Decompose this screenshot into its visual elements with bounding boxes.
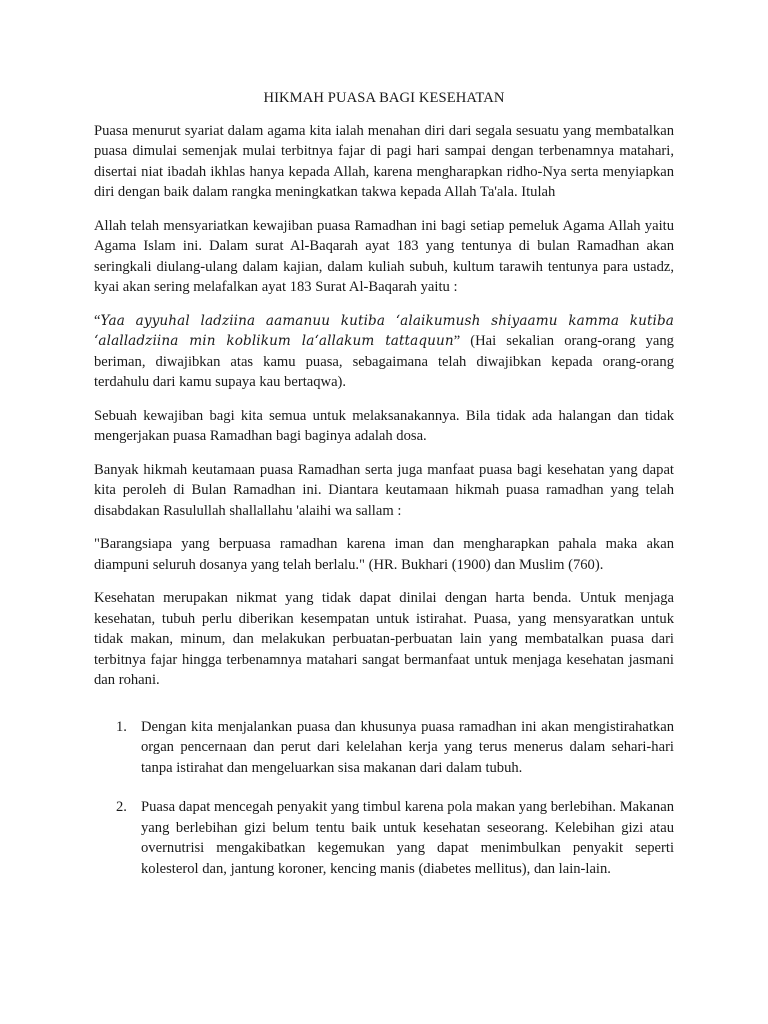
paragraph-health: Kesehatan merupakan nikmat yang tidak dapat dinilai dengan harta benda. Untuk menjaga kesehatan, tubuh perlu diberikan kesempatan untuk istirahat. Puasa, yang mensyaratkan untuk tidak makan, minum, dan melakukan perbuatan-perbuatan lain yang membatalkan puasa dari terbitnya fajar hingga terbenamnya matahari sangat bermanfaat untuk menjaga kesehatan jasmani dan rohani. [94,590,674,688]
verse-transliteration: Yaa ayyuhal ladziina aamanuu kutiba ‘alaikumush shiyaamu kamma kutiba ‘alalladziina min koblikum la‘allakum tattaquun [94,312,674,349]
list-item-number: 2. [116,799,127,815]
list-item-number: 1. [116,718,127,735]
list-item [94,717,674,779]
paragraph-obligation: Allah telah mensyariatkan kewajiban puasa Ramadhan ini bagi setiap pemeluk Agama Allah yaitu Agama Islam ini. Dalam surat Al-Baqarah ayat 183 yang tentunya di bulan Ramadhan akan seringkali diulang-ulang dalam kajian, dalam kuliah subuh, kultum tarawih tentunya para ustadz, kyai akan sering melafalkan ayat 183 Surat Al-Baqarah yaitu : [94,217,674,295]
list-item-text: Puasa dapat mencegah penyakit yang timbul karena pola makan yang berlebihan. Makanan yang berlebihan gizi belum tentu baik untuk kesehatan seseorang. Kelebihan gizi atau overnutrisi mengakibatkan kegemukan yang dapat menimbulkan penyakit seperti kolesterol dan, jantung koroner, kencing manis (diabetes mellitus), dan lain-lain. [141,799,674,877]
quote-open-mark: “ [94,312,101,329]
list-item-text: Dengan kita menjalankan puasa dan khusunya puasa ramadhan ini akan mengistirahatkan organ pencernaan dan perut dari kelelahan kerja yang terus menerus dalam sehari-hari tanpa istirahat dan mengeluarkan sisa makanan dari dalam tubuh. [141,718,674,776]
verse-translation: (Hai sekalian orang-orang yang beriman, diwajibkan atas kamu puasa, sebagaimana telah diwajibkan kepada orang-orang terdahulu dari kamu supaya kau bertaqwa). [94,333,674,390]
paragraph-wisdom: Banyak hikmah keutamaan puasa Ramadhan serta juga manfaat puasa bagi kesehatan yang dapat kita peroleh di Bulan Ramadhan ini. Diantara keutamaan hikmah puasa ramadhan yang telah disabdakan Rasulullah shallallahu 'alaihi wa sallam : [94,461,674,519]
paragraph-definition: Puasa menurut syariat dalam agama kita ialah menahan diri dari segala sesuatu yang membatalkan puasa dimulai semenjak mulai terbitnya fajar di pagi hari sampai dengan terbenamnya matahari, disertai niat ibadah ikhlas hanya kepada Allah, karena mengharapkan ridho-Nya serta menyiapkan diri dengan baik dalam rangka meningkatkan takwa kepada Allah Ta'ala. Itulah [94,122,674,200]
paragraph-verse-quote [94,311,674,393]
paragraph-duty: Sebuah kewajiban bagi kita semua untuk melaksanakannya. Bila tidak ada halangan dan tidak mengerjakan puasa Ramadhan bagi baginya adalah dosa. [94,407,674,444]
document-title: HIKMAH PUASA BAGI KESEHATAN [263,90,505,106]
paragraph-hadith: "Barangsiapa yang berpuasa ramadhan karena iman dan mengharapkan pahala maka akan diampuni seluruh dosanya yang telah berlalu." (HR. Bukhari (1900) dan Muslim (760). [94,536,674,573]
benefits-list [94,717,674,880]
quote-close-mark: ” [453,333,461,349]
list-item [94,797,674,879]
